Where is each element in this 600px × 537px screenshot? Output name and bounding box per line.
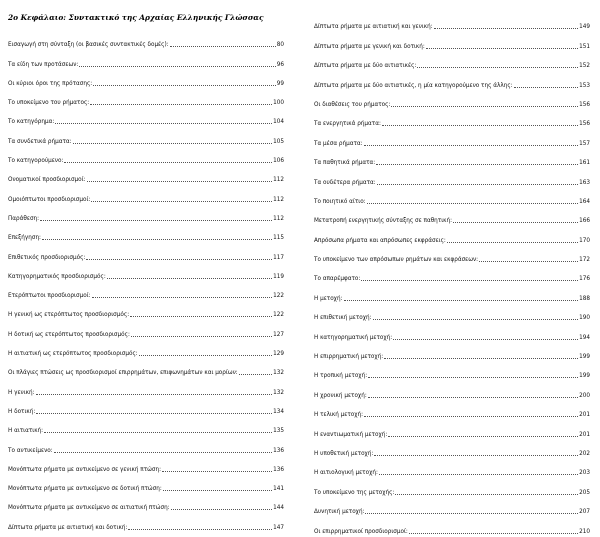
toc-entry-page-number: 104 (273, 119, 284, 126)
toc-entry-page-number: 190 (579, 315, 590, 322)
toc-entry-text: Το κατηγόρημα: (8, 119, 55, 126)
toc-entry-page-number: 136 (273, 466, 284, 473)
toc-entry-page-number: 105 (273, 138, 284, 145)
dot-leader (368, 397, 578, 398)
toc-entry-page-number: 207 (579, 509, 590, 516)
toc-entry (314, 323, 590, 342)
toc-entry-page-number: 156 (579, 121, 590, 128)
toc-entry (8, 127, 284, 146)
toc-entry (8, 436, 284, 455)
dot-leader (92, 297, 273, 298)
dot-leader (87, 181, 273, 182)
dot-leader (93, 85, 276, 86)
dot-leader (388, 436, 578, 437)
toc-entry-page-number: 144 (273, 505, 284, 512)
dot-leader (395, 494, 578, 495)
toc-entry-text: Η επιρρηματική μετοχή: (314, 354, 384, 361)
toc-entry-text: Ομοιόπτωτοι προσδιορισμοί: (8, 196, 91, 203)
toc-entry-text: Οι κύριοι όροι της πρότασης: (8, 80, 93, 87)
toc-entry-page-number: 157 (579, 140, 590, 147)
toc-entry-text: Η αιτιατική ως ετερόπτωτος προσδιορισμός: (8, 351, 138, 358)
toc-entry (8, 205, 284, 224)
toc-entry (314, 207, 590, 226)
toc-entry-text: Μετατροπή ενεργητικής σύνταξης σε παθητική: (314, 218, 452, 225)
dot-leader (40, 220, 272, 221)
dot-leader (55, 123, 272, 124)
toc-entry-page-number: 141 (273, 486, 284, 493)
toc-entry-page-number: 153 (579, 82, 590, 89)
toc-entry (8, 494, 284, 513)
toc-entry-page-number: 194 (579, 334, 590, 341)
toc-entry (314, 188, 590, 207)
toc-entry (314, 478, 590, 497)
toc-entry (314, 440, 590, 459)
toc-entry (8, 185, 284, 204)
toc-entry-text: Η επιθετική μετοχή: (314, 315, 372, 322)
toc-entry-page-number: 132 (273, 389, 284, 396)
toc-entry-page-number: 210 (579, 528, 590, 535)
toc-entry (8, 89, 284, 108)
toc-entry-page-number: 80 (276, 42, 284, 49)
toc-entry-text: Δίπτωτα ρήματα με δύο αιτιατικές: (314, 63, 417, 70)
toc-entry (314, 498, 590, 517)
toc-entry (314, 91, 590, 110)
toc-entry-text: Κατηγορηματικός προσδιορισμός: (8, 273, 106, 280)
toc-entry-text: Τα παθητικά ρήματα: (314, 160, 376, 167)
toc-entry-page-number: 122 (273, 312, 284, 319)
dot-leader (384, 358, 578, 359)
dot-leader (131, 336, 272, 337)
dot-leader (479, 261, 578, 262)
toc-entry (314, 381, 590, 400)
toc-entry (8, 301, 284, 320)
dot-leader (344, 300, 579, 301)
dot-leader (44, 432, 272, 433)
dot-leader (91, 201, 272, 202)
toc-entry (314, 52, 590, 71)
toc-entry (8, 243, 284, 262)
dot-leader (36, 394, 273, 395)
toc-entry-text: Το υποκείμενο των απρόσωπων ρημάτων και εκφράσεων: (314, 257, 479, 264)
toc-entry-text: Η αιτιολογική μετοχή: (314, 470, 378, 477)
toc-entry (314, 129, 590, 148)
toc-entry (8, 513, 284, 532)
dot-leader (139, 355, 272, 356)
toc-entry-text: Η υποθετική μετοχή: (314, 450, 374, 457)
toc-entry-page-number: 188 (579, 295, 590, 302)
toc-entry-page-number: 115 (273, 235, 284, 242)
dot-leader (409, 533, 578, 534)
toc-entry (314, 284, 590, 303)
toc-entry (8, 70, 284, 89)
toc-entry-page-number: 136 (273, 447, 284, 454)
dot-leader (36, 413, 272, 414)
toc-column-left (8, 12, 284, 533)
toc-entry-page-number: 132 (273, 370, 284, 377)
toc-entry-page-number: 170 (579, 237, 590, 244)
toc-entry-text: Η δοτική: (8, 408, 36, 415)
toc-entry-page-number: 106 (273, 158, 284, 165)
dot-leader (361, 280, 578, 281)
toc-entry-text: Δίπτωτα ρήματα με αιτιατική και δοτική: (8, 524, 128, 531)
toc-entry (314, 71, 590, 90)
toc-entry (8, 456, 284, 475)
toc-entry-text: Οι επιρρηματικοί προσδιορισμοί: (314, 528, 408, 535)
dot-leader (90, 104, 272, 105)
toc-entry-text: Δίπτωτα ρήματα με γενική και δοτική: (314, 43, 425, 50)
dot-leader (391, 106, 578, 107)
dot-leader (73, 143, 273, 144)
toc-entry-text: Μονόπτωτα ρήματα με αντικείμενο σε αιτιατική πτώση: (8, 505, 170, 512)
toc-entry-page-number: 202 (579, 450, 590, 457)
toc-entry (8, 108, 284, 127)
toc-entry-text: Παράθεση: (8, 215, 40, 222)
toc-entry-text: Ετερόπτωτοι προσδιορισμοί: (8, 293, 91, 300)
toc-entry-page-number: 163 (579, 179, 590, 186)
dot-leader (107, 278, 272, 279)
dot-leader (42, 239, 272, 240)
toc-entry (314, 459, 590, 478)
toc-entry-text: Η τροπική μετοχή: (314, 373, 368, 380)
toc-entry-page-number: 122 (273, 293, 284, 300)
toc-entry-text: Ονοματικοί προσδιορισμοί: (8, 177, 86, 184)
dot-leader (447, 242, 578, 243)
toc-entry (314, 149, 590, 168)
toc-entry-page-number: 176 (579, 276, 590, 283)
toc-entry-text: Εισαγωγή στη σύνταξη (οι βασικές συντακτικές δομές): (8, 42, 169, 49)
dot-leader (367, 203, 579, 204)
toc-entry-page-number: 199 (579, 354, 590, 361)
toc-entry-text: Το υποκείμενο της μετοχής: (314, 489, 395, 496)
dot-leader (162, 471, 272, 472)
toc-entry-text: Η δοτική ως ετερόπτωτος προσδιορισμός: (8, 331, 130, 338)
toc-entry (314, 401, 590, 420)
dot-leader (128, 529, 272, 530)
toc-entry (8, 31, 284, 50)
dot-leader (514, 87, 579, 88)
toc-entry-page-number: 112 (273, 196, 284, 203)
toc-entry-text: Επεξήγηση: (8, 235, 41, 242)
toc-column-right (314, 13, 590, 537)
toc-entry-text: Το απαρέμφατο: (314, 276, 361, 283)
toc-entry-page-number: 205 (579, 489, 590, 496)
toc-entry-page-number: 117 (273, 254, 284, 261)
toc-entry-page-number: 149 (579, 24, 590, 31)
toc-entry-text: Η γενική ως ετερόπτωτος προσδιορισμός: (8, 312, 130, 319)
toc-entry (314, 246, 590, 265)
toc-entry-text: Απρόσωπα ρήματα και απρόσωπες εκφράσεις: (314, 237, 446, 244)
toc-entry-text: Το υποκείμενο του ρήματος: (8, 100, 90, 107)
toc-entry-page-number: 112 (273, 177, 284, 184)
dot-leader (393, 339, 578, 340)
toc-entry-text: Η χρονική μετοχή: (314, 392, 367, 399)
dot-leader (130, 316, 272, 317)
dot-leader (239, 374, 272, 375)
toc-entry (8, 50, 284, 69)
toc-entry-text: Η μετοχή: (314, 295, 343, 302)
toc-entry-page-number: 151 (579, 43, 590, 50)
dot-leader (171, 509, 273, 510)
toc-entry (314, 168, 590, 187)
toc-entries-right (314, 13, 590, 537)
toc-entry-page-number: 99 (276, 80, 284, 87)
toc-entry-text: Επιθετικός προσδιορισμός: (8, 254, 86, 261)
toc-entry-page-number: 134 (273, 408, 284, 415)
toc-entry-text: Η τελική μετοχή: (314, 412, 364, 419)
toc-entry-page-number: 152 (579, 63, 590, 70)
toc-entry (8, 263, 284, 282)
toc-entry-text: Μονόπτωτα ρήματα με αντικείμενο σε δοτική πτώση: (8, 486, 162, 493)
dot-leader (417, 67, 578, 68)
toc-entry (314, 517, 590, 536)
toc-entry-text: Δίπτωτα ρήματα με αιτιατική και γενική: (314, 24, 433, 31)
toc-entry (8, 475, 284, 494)
toc-entry-page-number: 156 (579, 101, 590, 108)
toc-entry-text: Τα ενεργητικά ρήματα: (314, 121, 381, 128)
toc-entry-text: Οι διαθέσεις του ρήματος: (314, 101, 391, 108)
toc-entry-page-number: 112 (273, 215, 284, 222)
dot-leader (434, 28, 579, 29)
dot-leader (364, 416, 578, 417)
dot-leader (426, 48, 578, 49)
toc-entry (314, 13, 590, 32)
toc-entry-text: Η κατηγορηματική μετοχή: (314, 334, 393, 341)
dot-leader (374, 455, 578, 456)
toc-entry-text: Το κατηγορούμενο: (8, 158, 64, 165)
toc-entry-page-number: 166 (579, 218, 590, 225)
toc-entry-text: Δίπτωτα ρήματα με δύο αιτιατικές, η μία κατηγορούμενο της άλλης: (314, 82, 513, 89)
toc-entry-page-number: 164 (579, 198, 590, 205)
toc-entry (8, 147, 284, 166)
dot-leader (379, 474, 578, 475)
toc-entry (314, 265, 590, 284)
toc-entry-text: Η γενική: (8, 389, 35, 396)
toc-entry-page-number: 172 (579, 257, 590, 264)
toc-entry (8, 398, 284, 417)
dot-leader (86, 259, 272, 260)
toc-entry-text: Τα είδη των προτάσεων: (8, 61, 79, 68)
toc-entry-page-number: 119 (273, 273, 284, 280)
toc-entry-page-number: 200 (579, 392, 590, 399)
toc-entry-text: Τα συνδετικά ρήματα: (8, 138, 72, 145)
dot-leader (365, 513, 578, 514)
toc-entries-left (8, 31, 284, 533)
toc-entry (8, 359, 284, 378)
toc-entry-text: Η εναντιωματική μετοχή: (314, 431, 388, 438)
dot-leader (453, 222, 578, 223)
toc-entry-page-number: 147 (273, 524, 284, 531)
chapter-title: 2ο Κεφάλαιο: Συντακτικό της Αρχαίας Ελληνικής Γλώσσας (8, 13, 264, 22)
toc-entry (314, 420, 590, 439)
toc-entry (8, 320, 284, 339)
dot-leader (64, 162, 272, 163)
toc-entry (314, 110, 590, 129)
toc-entry (314, 362, 590, 381)
toc-entry (314, 32, 590, 51)
dot-leader (373, 319, 579, 320)
toc-entry-page-number: 100 (273, 100, 284, 107)
toc-entry (8, 340, 284, 359)
toc-entry-page-number: 135 (273, 428, 284, 435)
dot-leader (54, 452, 272, 453)
toc-entry-text: Οι πλάγιες πτώσεις ως προσδιορισμοί επιρρημάτων, επιφωνημάτων και μορίων: (8, 370, 238, 377)
toc-entry-text: Δυνητική μετοχή: (314, 509, 365, 516)
dot-leader (382, 125, 578, 126)
toc-entry (314, 304, 590, 323)
toc-entry (314, 226, 590, 245)
toc-entry-page-number: 96 (276, 61, 284, 68)
toc-entry (314, 343, 590, 362)
toc-entry-text: Το αντικείμενο: (8, 447, 53, 454)
toc-entry (8, 282, 284, 301)
toc-entry-text: Το ποιητικό αίτιο: (314, 198, 366, 205)
dot-leader (163, 490, 272, 491)
toc-entry (8, 166, 284, 185)
dot-leader (79, 66, 275, 67)
toc-entry-text: Μονόπτωτα ρήματα με αντικείμενο σε γενική πτώση: (8, 466, 162, 473)
toc-entry-page-number: 201 (579, 412, 590, 419)
toc-entry-page-number: 203 (579, 470, 590, 477)
dot-leader (364, 145, 579, 146)
toc-entry (8, 224, 284, 243)
toc-entry-text: Τα μέσα ρήματα: (314, 140, 363, 147)
toc-entry-page-number: 129 (273, 351, 284, 358)
toc-entry-page-number: 127 (273, 331, 284, 338)
toc-entry (8, 378, 284, 397)
dot-leader (377, 184, 578, 185)
toc-entry-text: Η αιτιατική: (8, 428, 44, 435)
dot-leader (376, 164, 578, 165)
toc-entry-text: Τα ουδέτερα ρήματα: (314, 179, 376, 186)
dot-leader (368, 377, 578, 378)
toc-entry-page-number: 161 (579, 160, 590, 167)
dot-leader (170, 46, 276, 47)
toc-entry-page-number: 201 (579, 431, 590, 438)
toc-entry-page-number: 199 (579, 373, 590, 380)
